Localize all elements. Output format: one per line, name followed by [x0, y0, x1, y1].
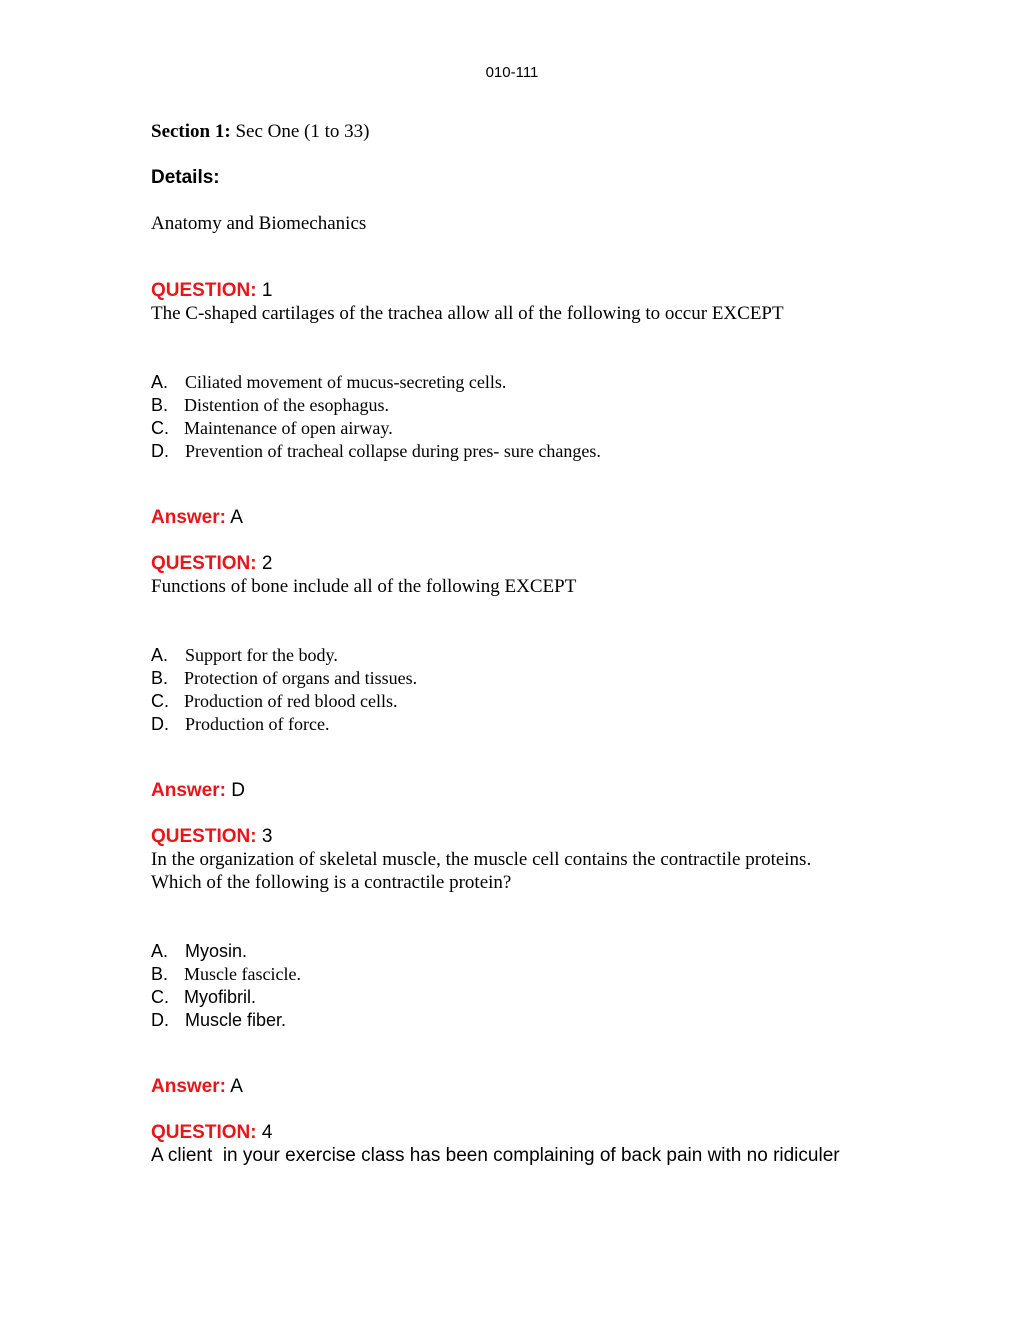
- option-letter: C.: [151, 418, 169, 438]
- option-letter: D.: [151, 441, 169, 461]
- option-c: [151, 690, 911, 713]
- answer-line: [151, 506, 911, 529]
- option-d: [151, 440, 911, 463]
- answer-value: A: [230, 1076, 243, 1097]
- option-text: Ciliated movement of mucus-secreting cells.: [185, 372, 507, 392]
- question-heading: [151, 552, 911, 575]
- question-label: QUESTION:: [151, 280, 257, 301]
- option-letter: A.: [151, 372, 169, 392]
- option-text: Production of force.: [185, 714, 330, 734]
- option-c: [151, 986, 911, 1009]
- options-list: [151, 371, 911, 463]
- question-text: The C-shaped cartilages of the trachea allow all of the following to occur EXCEPT: [151, 303, 784, 324]
- option-text: Prevention of tracheal collapse during pres- sure changes.: [185, 441, 601, 461]
- answer-label: Answer:: [151, 780, 226, 801]
- option-letter: C.: [151, 987, 169, 1007]
- option-d: [151, 713, 911, 736]
- question-label: QUESTION:: [151, 1122, 257, 1143]
- option-text: Maintenance of open airway.: [184, 418, 393, 438]
- option-letter: B.: [151, 964, 169, 984]
- option-letter: A.: [151, 645, 169, 665]
- option-b: [151, 667, 911, 690]
- question-text: Which of the following is a contractile protein?: [151, 872, 512, 893]
- question-label: QUESTION:: [151, 553, 257, 574]
- question-number: 3: [261, 826, 273, 847]
- question-3: [151, 825, 911, 1098]
- option-letter: C.: [151, 691, 169, 711]
- section-value: Sec One (1 to 33): [235, 121, 370, 142]
- option-text: Protection of organs and tissues.: [184, 668, 418, 688]
- option-text: Myosin.: [185, 941, 248, 961]
- option-text: Muscle fascicle.: [184, 964, 301, 984]
- page-header-code: 010-111: [485, 64, 539, 81]
- option-letter: A.: [151, 941, 169, 961]
- question-number: 2: [261, 553, 273, 574]
- option-letter: B.: [151, 668, 169, 688]
- answer-line: [151, 779, 911, 802]
- option-a: [151, 371, 911, 394]
- question-heading: [151, 1121, 911, 1144]
- question-number: 1: [261, 280, 273, 301]
- question-number: 4: [261, 1122, 273, 1143]
- option-a: [151, 940, 911, 963]
- answer-value: D: [231, 780, 245, 801]
- question-heading: [151, 279, 911, 302]
- answer-line: [151, 1075, 911, 1098]
- section-line: [151, 119, 911, 145]
- question-heading: [151, 825, 911, 848]
- option-letter: B.: [151, 395, 169, 415]
- answer-value: A: [230, 507, 243, 528]
- options-list: [151, 940, 911, 1032]
- question-label: QUESTION:: [151, 826, 257, 847]
- answer-label: Answer:: [151, 1076, 226, 1097]
- option-text: Myofibril.: [184, 987, 257, 1007]
- option-text: Distention of the esophagus.: [184, 395, 389, 415]
- question-1: [151, 279, 911, 529]
- document-body: [151, 119, 911, 1167]
- option-b: [151, 963, 911, 986]
- option-c: [151, 417, 911, 440]
- section-label: Section 1:: [151, 121, 231, 142]
- question-text: A client in your exercise class has been complaining of back pain with no ridiculer: [151, 1145, 840, 1166]
- question-text: In the organization of skeletal muscle, the muscle cell contains the contractile proteins.: [151, 849, 812, 870]
- options-list: [151, 644, 911, 736]
- option-text: Production of red blood cells.: [184, 691, 398, 711]
- option-a: [151, 644, 911, 667]
- option-text: Support for the body.: [185, 645, 338, 665]
- question-4: [151, 1121, 911, 1167]
- details-text: Anatomy and Biomechanics: [151, 213, 367, 234]
- option-b: [151, 394, 911, 417]
- option-text: Muscle fiber.: [185, 1010, 287, 1030]
- question-text: Functions of bone include all of the following EXCEPT: [151, 576, 577, 597]
- option-letter: D.: [151, 714, 169, 734]
- answer-label: Answer:: [151, 507, 226, 528]
- details-heading: Details:: [151, 167, 220, 188]
- option-letter: D.: [151, 1010, 169, 1030]
- option-d: [151, 1009, 911, 1032]
- question-2: [151, 552, 911, 802]
